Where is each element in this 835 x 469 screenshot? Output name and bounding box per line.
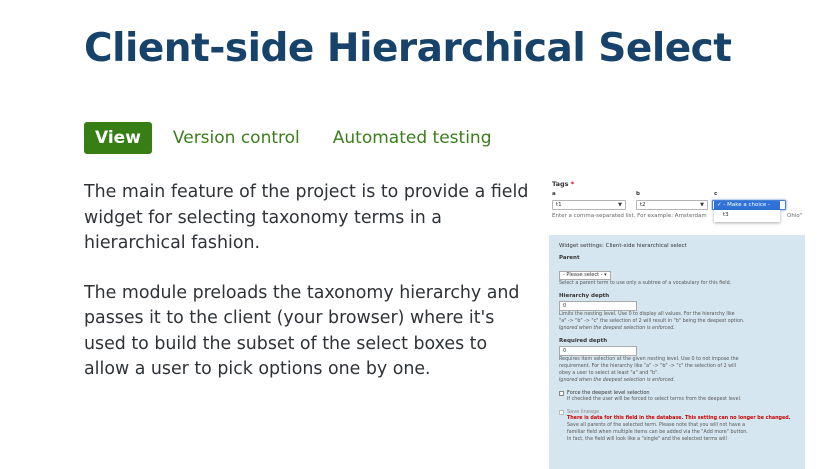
required-depth-label: Required depth (559, 338, 608, 344)
required-depth-desc: Requires item selection at the given nesting level. Use 0 to not impose the (559, 357, 739, 362)
chevron-down-icon: ▼ (618, 202, 622, 208)
dropdown-option[interactable]: t3 (714, 210, 780, 222)
level-label-b: b (636, 191, 640, 197)
hierarchy-depth-desc: Ignored when the deepest selection is enforced. (559, 326, 675, 331)
tags-label: Tags * (552, 180, 575, 188)
level-select-b[interactable]: t2 ▼ (636, 200, 708, 210)
save-lineage-desc: In fact, the field will look like a "single" and the selected terms will (567, 437, 727, 442)
chevron-down-icon: ▾ (604, 272, 607, 278)
widget-settings-panel (549, 235, 805, 469)
force-deepest-checkbox[interactable]: Force the deepest level selection (559, 390, 795, 396)
dropdown-option-selected[interactable]: ✓ - Make a choice - (714, 201, 780, 210)
save-lineage-desc: Save all parents of the selected term. Please note that you will not have a (567, 423, 746, 428)
parent-select[interactable]: - Please select - ▾ (559, 271, 611, 280)
parent-label: Parent (559, 255, 580, 261)
required-depth-desc: requirement. For the hierarchy like "a" -> "b" -> "c" the selection of 2 will (559, 364, 737, 369)
level-label-a: a (552, 191, 556, 197)
required-depth-desc: Ignored when the deepest selection is enforced. (559, 378, 675, 383)
hierarchy-depth-label: Hierarchy depth (559, 293, 610, 299)
required-marker: * (570, 180, 575, 188)
required-depth-desc: obey a user to select at least "a" and "b". (559, 371, 659, 376)
project-description (84, 180, 534, 407)
save-lineage-checkbox: Save lineage (559, 409, 795, 415)
save-lineage-desc: familiar field when multiple items can be added via the "Add more" button. (567, 430, 748, 435)
hierarchy-depth-input[interactable]: 0 (559, 301, 637, 311)
tab-automated-testing[interactable]: Automated testing (332, 128, 492, 148)
hierarchy-depth-desc: Limits the nesting level. Use 0 to display all values. For the hierarchy like (559, 312, 735, 317)
tab-view[interactable]: View (84, 122, 152, 154)
level-label-c: c (714, 191, 718, 197)
hierarchy-depth-desc: "a" -> "b" -> "c" the selection of 2 will result in "b" being the deepest option. (559, 319, 745, 324)
settings-title: Widget settings: Client-side hierarchical select (559, 243, 687, 249)
field-hint-tail: Ohio" (787, 213, 803, 219)
required-depth-input[interactable]: 0 (559, 346, 637, 356)
force-deepest-desc: If checked the user will be forced to select terms from the deepest level. (567, 397, 742, 402)
checkbox-icon (559, 410, 564, 415)
page-title: Client-side Hierarchical Select (84, 26, 732, 71)
field-hint: Enter a comma-separated list. For example: Amsterdam (552, 213, 707, 219)
tab-version-control[interactable]: Version control (172, 128, 300, 148)
chevron-down-icon: ▼ (700, 202, 704, 208)
save-lineage-warning: There is data for this field in the database. This setting can no longer be changed. (567, 416, 791, 421)
tabs (84, 121, 524, 155)
level-select-a[interactable]: t1 ▼ (552, 200, 626, 210)
project-screenshot (549, 178, 829, 469)
checkbox-icon (559, 391, 564, 396)
description-paragraph: The module preloads the taxonomy hierarchy and passes it to the client (your browser) where it's used to build the subset of the select boxes to allow a user to pick options one by one. (84, 282, 520, 379)
description-paragraph: The main feature of the project is to provide a field widget for selecting taxonomy terms in a hierarchical fashion. (84, 182, 529, 253)
parent-desc: Select a parent term to use only a subtree of a vocabulary for this field. (559, 281, 732, 286)
